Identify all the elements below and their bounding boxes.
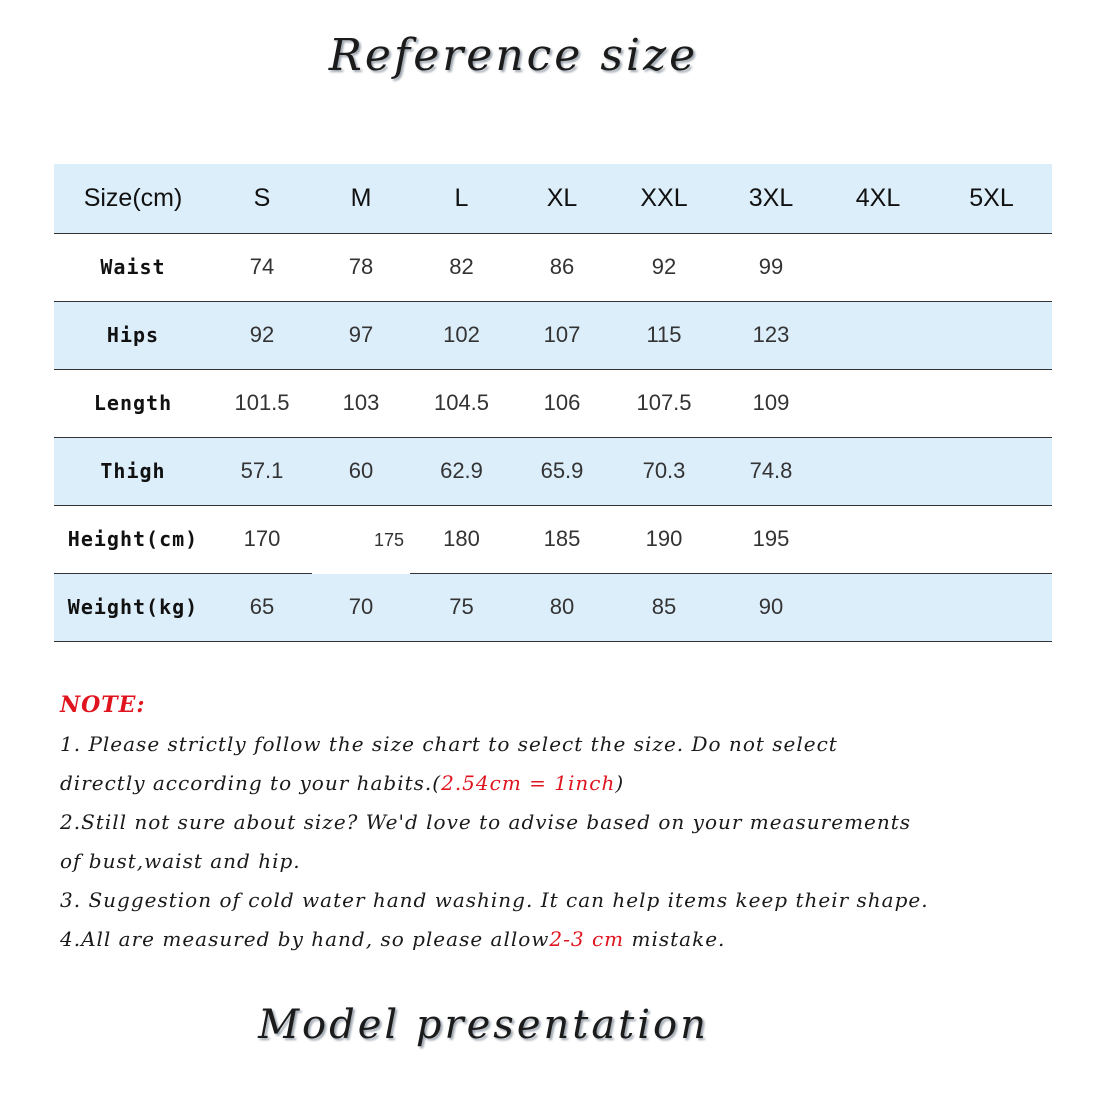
- table-cell: 57.1: [212, 437, 312, 505]
- header-cell: L: [410, 164, 513, 233]
- page-title: Reference size: [328, 30, 699, 81]
- header-cell: 4XL: [825, 164, 931, 233]
- row-label: Thigh: [54, 437, 212, 505]
- table-cell: [931, 437, 1052, 505]
- table-cell: 97: [312, 301, 410, 369]
- table-cell: [931, 505, 1052, 573]
- table-cell: 65.9: [513, 437, 611, 505]
- note-text: mistake.: [624, 927, 726, 951]
- row-label: Length: [54, 369, 212, 437]
- row-label: Hips: [54, 301, 212, 369]
- table-cell: 175: [312, 505, 410, 573]
- table-cell: 65: [212, 573, 312, 641]
- table-row: [54, 369, 1052, 437]
- notes-section: [60, 686, 1060, 959]
- table-cell: 86: [513, 233, 611, 301]
- table-cell: 74: [212, 233, 312, 301]
- table-cell: 102: [410, 301, 513, 369]
- tolerance-highlight: 2-3 cm: [549, 927, 625, 951]
- header-cell: Size(cm): [54, 164, 212, 233]
- table-cell: 190: [611, 505, 717, 573]
- table-cell: [825, 505, 931, 573]
- table-cell: 195: [717, 505, 825, 573]
- table-cell: [825, 233, 931, 301]
- table-cell: 92: [611, 233, 717, 301]
- table-cell: 62.9: [410, 437, 513, 505]
- size-chart-table: [54, 164, 1052, 642]
- table-header-row: [54, 164, 1052, 233]
- table-cell: 90: [717, 573, 825, 641]
- table-cell: 60: [312, 437, 410, 505]
- table-cell: 180: [410, 505, 513, 573]
- table-cell: 70: [312, 573, 410, 641]
- table-row: [54, 437, 1052, 505]
- table-cell: 99: [717, 233, 825, 301]
- table-cell: 185: [513, 505, 611, 573]
- note-heading: NOTE:: [60, 692, 146, 718]
- header-cell: 3XL: [717, 164, 825, 233]
- table-cell: [825, 437, 931, 505]
- table-cell: [931, 369, 1052, 437]
- header-cell: S: [212, 164, 312, 233]
- table-cell: 70.3: [611, 437, 717, 505]
- row-label: Waist: [54, 233, 212, 301]
- row-label: Weight(kg): [54, 573, 212, 641]
- note-text: 4.All are measured by hand, so please allow: [60, 927, 550, 951]
- table-cell: 80: [513, 573, 611, 641]
- note-line: [60, 920, 1060, 959]
- table-cell: 92: [212, 301, 312, 369]
- table-cell: 75: [410, 573, 513, 641]
- table-cell: [825, 301, 931, 369]
- header-cell: M: [312, 164, 410, 233]
- table-row: [54, 301, 1052, 369]
- note-text: directly according to your habits.(: [60, 771, 442, 795]
- table-cell: 106: [513, 369, 611, 437]
- table-cell: [931, 573, 1052, 641]
- table-cell: 74.8: [717, 437, 825, 505]
- section-title: Model presentation: [258, 1002, 709, 1048]
- table-cell: [825, 573, 931, 641]
- table-cell: 115: [611, 301, 717, 369]
- table-row: [54, 505, 1052, 573]
- table-row: [54, 573, 1052, 641]
- note-line: of bust,waist and hip.: [60, 849, 301, 873]
- table-cell: [825, 369, 931, 437]
- table-cell: 78: [312, 233, 410, 301]
- note-text: ): [615, 771, 625, 795]
- row-label: Height(cm): [54, 505, 212, 573]
- table-cell: 170: [212, 505, 312, 573]
- table-cell: 104.5: [410, 369, 513, 437]
- table-cell: 101.5: [212, 369, 312, 437]
- note-line: [60, 764, 1060, 803]
- table-cell: 82: [410, 233, 513, 301]
- header-cell: XL: [513, 164, 611, 233]
- header-cell: XXL: [611, 164, 717, 233]
- conversion-highlight: 2.54cm = 1inch: [441, 771, 616, 795]
- table-cell: [931, 301, 1052, 369]
- note-line: 3. Suggestion of cold water hand washing. It can help items keep their shape.: [60, 888, 929, 912]
- table-cell: 123: [717, 301, 825, 369]
- table-cell: 109: [717, 369, 825, 437]
- note-line: 2.Still not sure about size? We'd love to advise based on your measurements: [60, 810, 912, 834]
- header-cell: 5XL: [931, 164, 1052, 233]
- table-cell: 103: [312, 369, 410, 437]
- note-line: 1. Please strictly follow the size chart to select the size. Do not select: [60, 732, 838, 756]
- table-cell: [931, 233, 1052, 301]
- table-cell: 107.5: [611, 369, 717, 437]
- table-cell: 85: [611, 573, 717, 641]
- table-row: [54, 233, 1052, 301]
- table-cell: 107: [513, 301, 611, 369]
